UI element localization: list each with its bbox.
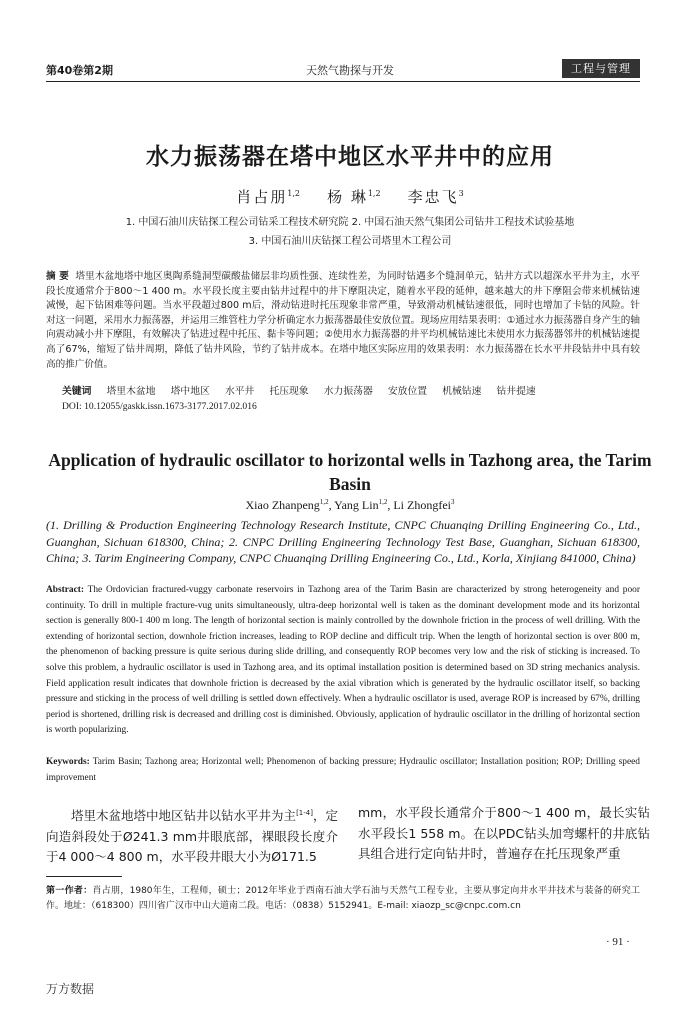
- author-sup: 1,2: [319, 498, 329, 506]
- keyword: 托压现象: [269, 386, 309, 397]
- keyword: 塔中地区: [170, 386, 210, 397]
- author-name: 李忠飞: [407, 188, 459, 206]
- author-sup: 1,2: [378, 498, 388, 506]
- body-column-right: [358, 803, 650, 865]
- footnote-text: 肖占朋，1980年生，工程师，硕士；2012年毕业于西南石油大学石油与天然气工程专业，主要从事定向井水平井技术与装备的研究工作。地址：（618300）四川省广汉市中山大道南二段。电话：（0838）5152941。E-mail: xiaozp_sc@cnpc.com.cn: [46, 886, 640, 911]
- author-name: 肖占朋: [236, 188, 288, 206]
- page-number: · 91 ·: [606, 936, 630, 948]
- title-en: Application of hydraulic oscillator to horizontal wells in Tazhong area, the Tarim Basin: [48, 450, 652, 494]
- keywords-en: [46, 755, 640, 786]
- body-text: ，定向造斜段处于Ø241.3 mm井眼底部，裸眼段长度介于4 000～4 800 m，水平段井眼大小为Ø171.5: [46, 808, 338, 865]
- keywords-cn-label: 关键词: [62, 386, 92, 397]
- author-name-en: Yang Lin: [334, 498, 379, 512]
- author-name: 杨 琳: [327, 188, 368, 206]
- body-text: mm，水平段长通常介于800～1 400 m，最长实钻水平段长1 558 m。在以PDC钻头加弯螺杆的井底钻具组合进行定向钻井时，普遍存在托压现象严重: [358, 805, 650, 861]
- footnote-rule: [46, 876, 122, 877]
- keywords-en-text: Tarim Basin; Tazhong area; Horizontal well; Phenomenon of backing pressure; Hydraulic oscillator; Installation position; ROP; Drilling speed improvement: [46, 757, 640, 783]
- author-sup: 1,2: [287, 189, 300, 198]
- footnote: [46, 884, 640, 913]
- keywords-cn: [62, 383, 548, 397]
- header-rule: [46, 81, 640, 82]
- abstract-cn: [46, 270, 640, 372]
- footnote-label: 第一作者：: [46, 886, 93, 896]
- authors-cn: [0, 186, 700, 207]
- abstract-en: [46, 583, 640, 739]
- watermark: 万方数据: [46, 982, 95, 996]
- abstract-en-label: Abstract:: [46, 585, 85, 595]
- journal-name: 天然气勘探与开发: [306, 64, 394, 77]
- body-text: 塔里木盆地塔中地区钻井以钻水平井为主: [71, 808, 297, 824]
- keyword: 水力振荡器: [323, 386, 373, 397]
- doi: DOI: 10.12055/gaskk.issn.1673-3177.2017.02.016: [62, 401, 257, 412]
- keyword: 水平井: [224, 386, 255, 397]
- author-sup: 1,2: [367, 189, 381, 198]
- keyword: 机械钻速: [442, 386, 482, 397]
- author-name-en: Li Zhongfei: [393, 498, 451, 512]
- journal-volume: 第40卷第2期: [46, 64, 113, 77]
- keyword: 钻井提速: [496, 386, 536, 397]
- affiliation-cn-2: 3. 中国石油川庆钻探工程公司塔里木工程公司: [248, 236, 452, 247]
- abstract-cn-label: 摘 要: [46, 271, 69, 282]
- keyword: 安放位置: [387, 386, 428, 397]
- body-column-left: [46, 803, 338, 868]
- authors-en: Xiao Zhanpeng$^{1,2}$, Yang Lin$^{1,2}$, Li Zhongfei$^3$: [245, 498, 455, 512]
- keywords-en-label: Keywords:: [46, 757, 90, 767]
- keyword: 塔里木盆地: [106, 386, 156, 397]
- author-sup: 3: [451, 498, 455, 506]
- author-name-en: Xiao Zhanpeng: [245, 498, 320, 512]
- citation-ref[interactable]: [1-4]: [296, 809, 313, 817]
- author-sup: 3: [458, 189, 464, 198]
- affiliation-cn-1: 1. 中国石油川庆钻探工程公司钻采工程技术研究院 2. 中国石油天然气集团公司钻井工程技术试验基地: [125, 217, 575, 228]
- section-badge: 工程与管理: [562, 59, 640, 78]
- abstract-en-text: The Ordovician fractured-vuggy carbonate reservoirs in Tazhong area of the Tarim Basin are characterized by strong heterogeneity and poor continuity. To drill in multiple fracture-vug units simultaneously, ultra-deep horizontal well is taken as the dominant development mode and its horizontal section is generally 800-1 400 m long. The length of horizontal section is mainly controlled by the downhole friction in the process of well drilling. With the extending of horizontal section, downhole friction increases, leading to ROP decline and difficult trip. When the length of horizontal section is over 800 m, the phenomenon of backing pressure is quite serious during slide drilling, and consequently ROP becomes very low and the risk of sticking is increased. To solve this problem, a hydraulic oscillator is used in Tazhong area, and its optimal installation position is determined based on 3D string mechanics analysis. Field application result indicates that downhole friction is decreased by the axial vibration which is generated by the hydraulic oscillator itself, so backing pressure and sticking in the process of well drilling is settled down effectively. When a hydraulic oscillator is used, average ROP is increased by 67%, drilling period is shortened, drilling risk is decreased and drilling cost is diminished. Obviously, application of hydraulic oscillator in the drilling of horizontal section is worth popularizing.: [46, 585, 640, 736]
- affiliations-en: (1. Drilling & Production Engineering Technology Research Institute, CNPC Chuanqing Drilling Engineering Co., Ltd., Guanghan, Sichuan 618300, China; 2. CNPC Drilling Engineering Technology Test Base, Guanghan, Sichuan 618300, China; 3. Tarim Engineering Company, CNPC Chuanqing Drilling Engineering Co., Ltd., Korla, Xinjiang 841000, China): [46, 518, 640, 565]
- abstract-cn-text: 塔里木盆地塔中地区奥陶系缝洞型碳酸盐储层非均质性强、连续性差，为同时钻遇多个缝洞单元，钻井方式以超深水平井为主，水平段长度通常介于800～1 400 m。水平段长度主要由钻井过程中的井下摩阻决定，随着水平段的延伸，越来越大的井下摩阻会带来机械钻速减慢，起下钻困难等问题。当水平段超过800 m后，滑动钻进时托压现象非常严重，导致滑动机械钻速很低，同时也增加了卡钻的风险。针对这一问题，采用水力振荡器，并运用三维管柱力学分析确定水力振荡器最佳安放位置。现场应用结果表明：①通过水力振荡器自身产生的轴向震动减小井下摩阻，有效解决了钻进过程中托压、黏卡等问题；②使用水力振荡器的井平均机械钻速比未使用水力振荡器邻井的机械钻速提高了67%，缩短了钻井周期，降低了钻井风险，节约了钻井成本。在塔中地区实际应用的效果表明：水力振荡器在长水平井段钻井中具有较高的推广价值。: [46, 271, 640, 370]
- page-title: 水力振荡器在塔中地区水平井中的应用: [146, 144, 554, 170]
